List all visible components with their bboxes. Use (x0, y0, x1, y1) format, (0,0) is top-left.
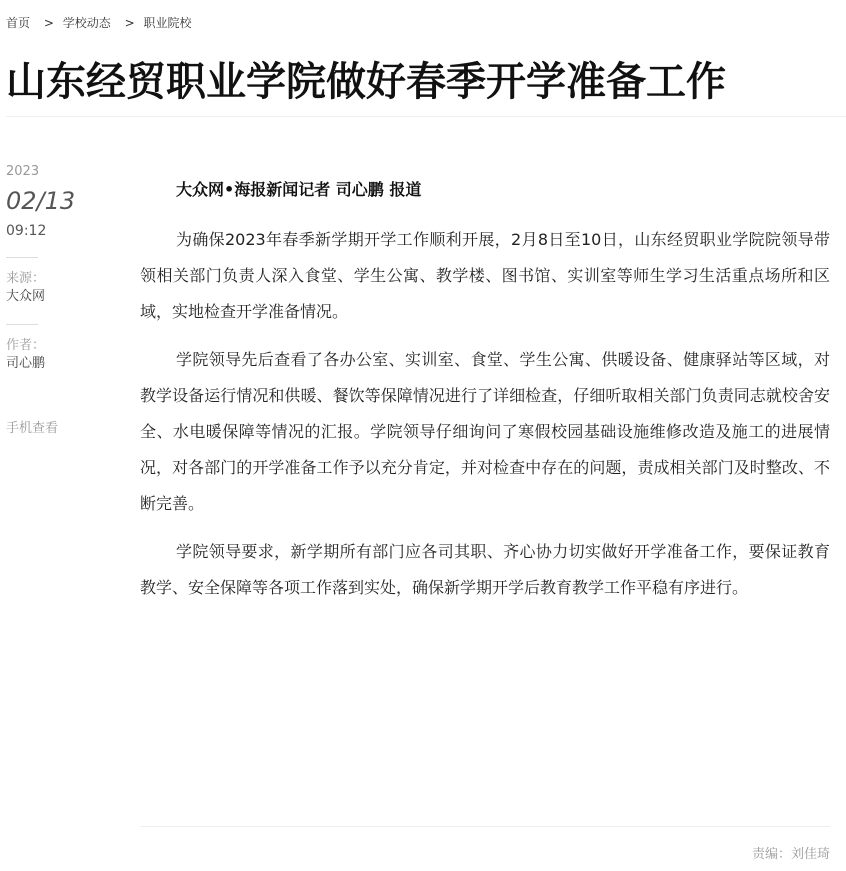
article-paragraph: 为确保2023年春季新学期开学工作顺利开展，2月8日至10日，山东经贸职业学院院领导带领相关部门负责人深入食堂、学生公寓、教学楼、图书馆、实训室等师生学习生活重点场所和区域，实地检查开学准备情况。 (140, 230, 830, 321)
title-divider (6, 116, 846, 117)
page-title: 山东经贸职业学院做好春季开学准备工作 (6, 59, 726, 105)
footer-divider (140, 826, 830, 827)
mobile-view-link[interactable]: 手机查看 (6, 421, 59, 436)
breadcrumb-school-news[interactable]: 学校动态 (62, 16, 111, 30)
breadcrumb-home[interactable]: 首页 (6, 16, 31, 30)
publish-date: 02/13 (6, 187, 76, 215)
article-byline: 大众网•海报新闻记者 司心鹏 报道 (176, 180, 422, 199)
breadcrumb-vocational-colleges[interactable]: 职业院校 (143, 16, 192, 30)
article-body (140, 176, 830, 618)
meta-divider (6, 257, 38, 258)
author-value: 司心鹏 (6, 356, 46, 371)
editor-credit: 责编：刘佳琦 (751, 847, 830, 862)
publish-time: 09:12 (6, 223, 47, 239)
article-paragraph: 学院领导要求，新学期所有部门应各司其职、齐心协力切实做好开学准备工作，要保证教育教学、安全保障等各项工作落到实处，确保新学期开学后教育教学工作平稳有序进行。 (140, 542, 830, 597)
publish-year: 2023 (6, 164, 40, 179)
source-value: 大众网 (6, 289, 46, 304)
meta-divider (6, 324, 38, 325)
breadcrumb-separator: > (124, 16, 135, 30)
article-meta (6, 164, 116, 436)
article-paragraph: 学院领导先后查看了各办公室、实训室、食堂、学生公寓、供暖设备、健康驿站等区域，对教学设备运行情况和供暖、餐饮等保障情况进行了详细检查，仔细听取相关部门负责同志就校舍安全、水电暖保障等情况的汇报。学院领导仔细询问了寒假校园基础设施维修改造及施工的进展情况，对各部门的开学准备工作予以充分肯定，并对检查中存在的问题，责成相关部门及时整改、不断完善。 (140, 350, 830, 513)
source-label: 来源： (6, 271, 46, 286)
breadcrumb (6, 14, 191, 31)
author-label: 作者： (6, 338, 46, 353)
breadcrumb-separator: > (43, 16, 54, 30)
